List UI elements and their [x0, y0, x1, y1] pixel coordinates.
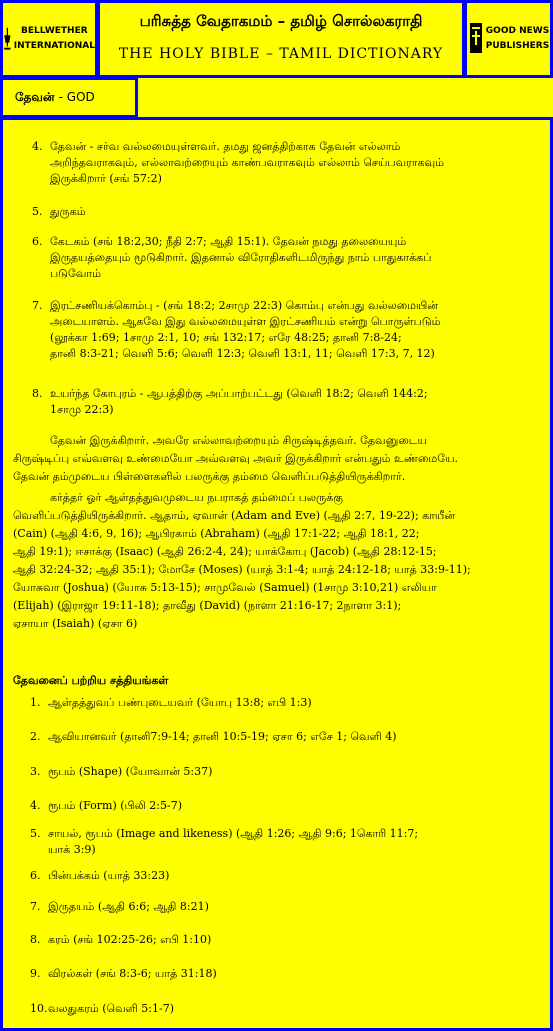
truth-item-number: 4.	[30, 799, 41, 812]
entry-word: தேவன்	[15, 90, 55, 104]
book-emblem-icon	[468, 19, 484, 59]
truth-item-number: 9.	[30, 967, 41, 980]
truth-item-text: கரம் (சங் 102:25-26; எபி 1:10)	[48, 933, 212, 946]
meaning-item-text: இருதயத்தையும் மூடுகிறார். இதனால் விரோதிகளிடமிருந்து நாம் பாதுகாக்கப்	[50, 251, 432, 264]
section-title: தேவனைப் பற்றிய சத்தியங்கள்	[13, 674, 169, 687]
paragraph-line: ஆதி 19:1); ஈசாக்கு (Isaac) (ஆதி 26:2-4, 24); யாக்கோபு (Jacob) (ஆதி 28:12-15;	[13, 545, 437, 558]
meaning-item-text: இரட்சணியக்கொம்பு - (சங் 18:2; 2சாமு 22:3) கொம்பு என்பது வல்லமையின்	[50, 299, 438, 312]
truth-item-number: 1.	[30, 696, 41, 709]
truth-item-text: ரூபம் (Shape) (யோவான் 5:37)	[48, 765, 213, 778]
title-english: THE HOLY BIBLE – TAMIL DICTIONARY	[118, 46, 444, 62]
meaning-item-text: தானி 8:3-21; வெளி 5:6; வெளி 12:3; வெளி 13:1, 11; வெளி 17:3, 7, 12)	[50, 347, 435, 360]
paragraph-line: வெளிப்படுத்தியிருக்கிறார். ஆதாம், ஏவாள் (Adam and Eve) (ஆதி 2:7, 19-22); காயீன்	[13, 509, 456, 522]
truth-item-text: வலதுகரம் (வெளி 5:1-7)	[48, 1002, 175, 1015]
entry-translation: - GOD	[58, 90, 95, 104]
paragraph-line: (Cain) (ஆதி 4:6, 9, 16); ஆபிரகாம் (Abraham) (ஆதி 17:1-22; ஆதி 18:1, 22;	[13, 527, 420, 540]
meaning-item-number: 4.	[32, 140, 43, 153]
meaning-item-text: கேடகம் (சங் 18:2,30; நீதி 2:7; ஆதி 15:1). தேவன் நமது தலையையும்	[50, 235, 407, 248]
meaning-item-text: 1சாமு 22:3)	[50, 403, 114, 416]
meaning-item-text: (லூக்கா 1:69; 1சாமு 2:1, 10; சங் 132:17; எரே 48:25; தானி 7:8-24;	[50, 331, 402, 344]
entry-heading-box	[0, 77, 138, 118]
truth-item-number: 8.	[30, 933, 41, 946]
truth-item-text: இருதயம் (ஆதி 6:6; ஆதி 8:21)	[48, 900, 209, 913]
truth-item-text: ஆவியானவர் (தானி7:9-14; தானி 10:5-19; ஏசா 6; எசே 1; வெளி 4)	[48, 730, 397, 743]
title-tamil: பரிசுத்த வேதாகமம் – தமிழ் சொல்லகராதி	[139, 12, 423, 30]
truth-item-number: 6.	[30, 869, 41, 882]
truth-item-text: ஆள்தத்துவப் பண்புடையவர் (யோபு 13:8; எபி 1:3)	[48, 696, 312, 709]
paragraph-line: யோசுவா (Joshua) (யோசு 5:13-15); சாமுவேல் (Samuel) (1சாமு 3:10,21) எலியா	[13, 581, 437, 594]
truth-item-number: 7.	[30, 900, 41, 913]
truth-item-number: 3.	[30, 765, 41, 778]
meaning-item-text: அறிந்தவராகவும், எல்லாவற்றையும் காண்பவராகவும் எல்லாம் செய்பவராகவும்	[50, 156, 444, 169]
paragraph-line: தேவன் தம்முடைய பிள்ளைகளில் பலருக்கு தம்மை வெளிப்படுத்தியிருக்கிறார்.	[13, 470, 406, 483]
paragraph-line: ஏசாயா (Isaiah) (ஏசா 6)	[13, 617, 138, 630]
meaning-item-number: 7.	[32, 299, 43, 312]
logo-left-line-1: BELLWETHER	[21, 26, 88, 36]
paragraph-line: கர்த்தர் ஓர் ஆள்தத்துவமுடைய நபராகத் தம்மைப் பலருக்கு	[50, 491, 343, 504]
meaning-item-text: படுவோம்	[50, 267, 101, 280]
truth-item-number: 10.	[30, 1002, 48, 1015]
meaning-item-text: தேவன் - சர்வ வல்லமையுள்ளவர். தமது ஜனத்திற்காக தேவன் எல்லாம்	[50, 140, 401, 153]
good-news-logo	[464, 0, 553, 78]
truth-item-text: யாக் 3:9)	[48, 843, 96, 856]
paragraph-line: சிருஷ்டிப்பு எவ்வளவு உண்மையோ அவ்வளவு அவர் இருக்கிறார் என்பதும் உண்மையே.	[13, 452, 458, 465]
truth-item-number: 2.	[30, 730, 41, 743]
meaning-item-text: துருகம்	[50, 205, 86, 218]
meaning-item-number: 6.	[32, 235, 43, 248]
meaning-item-number: 5.	[32, 205, 43, 218]
paragraph-line: தேவன் இருக்கிறார். அவரே எல்லாவற்றையும் சிருஷ்டித்தவர். தேவனுடைய	[50, 434, 427, 447]
truth-item-number: 5.	[30, 827, 41, 840]
meaning-item-text: உயர்ந்த கோபுரம் - ஆபத்திற்கு அப்பாற்பட்டது (வெளி 18:2; வெளி 144:2;	[50, 387, 428, 400]
logo-right-line-2: PUBLISHERS	[485, 41, 550, 51]
entry-heading	[15, 90, 95, 106]
logo-right-line-1: GOOD NEWS	[485, 26, 550, 36]
paragraph-line: ஆதி 32:24-32; ஆதி 35:1); மோசே (Moses) (யாத் 3:1-4; யாத் 24:12-18; யாத் 33:9-11);	[13, 563, 471, 576]
truth-item-text: சாயல், ரூபம் (Image and likeness) (ஆதி 1:26; ஆதி 9:6; 1கொரி 11:7;	[48, 827, 419, 840]
truth-item-text: ரூபம் (Form) (பிலி 2:5-7)	[48, 799, 183, 812]
truth-item-text: விரல்கள் (சங் 8:3-6; யாத் 31:18)	[48, 967, 217, 980]
bellwether-logo	[0, 0, 98, 78]
meaning-item-text: அடையாளம். ஆகவே இது வல்லமையுள்ள இரட்சணியம் என்று பொருள்படும்	[50, 315, 441, 328]
paragraph-line: (Elijah) (இராஜா 19:11-18); தாவீது (David) (நாளா 21:16-17; 2நாளா 3:1);	[13, 599, 402, 612]
truth-item-text: பின்பக்கம் (யாத் 33:23)	[48, 869, 170, 882]
logo-left-line-2: INTERNATIONAL	[13, 41, 95, 51]
bellwether-emblem-icon	[3, 19, 12, 59]
title-banner	[97, 0, 465, 78]
meaning-item-number: 8.	[32, 387, 43, 400]
meaning-item-text: இருக்கிறார் (சங் 57:2)	[50, 172, 162, 185]
